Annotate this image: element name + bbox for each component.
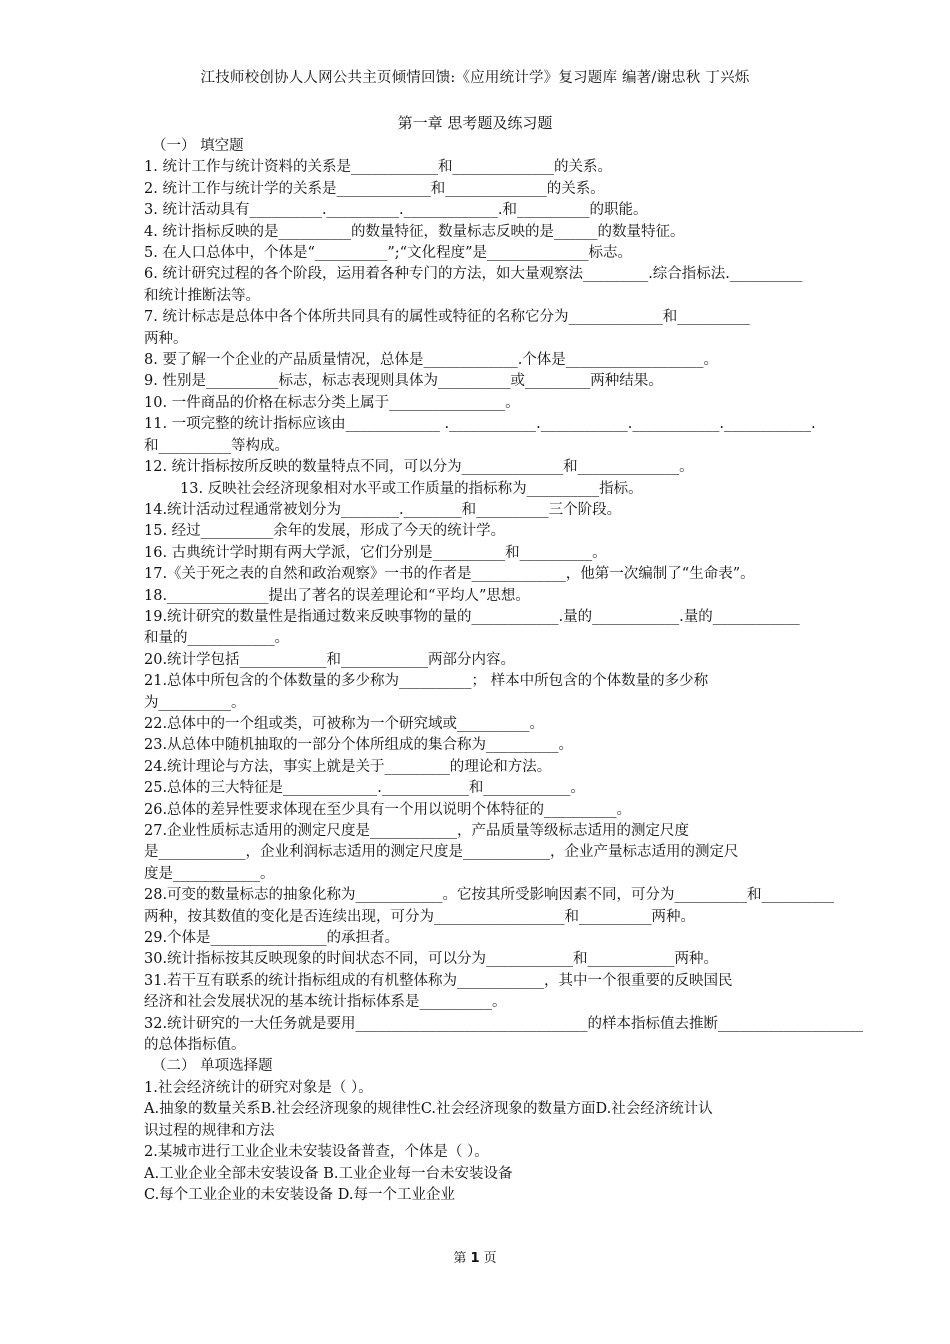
question-line: 3. 统计活动具有__________.__________._____________.和__________的职能。 — [144, 202, 648, 219]
section-heading: （二） 单项选择题 — [152, 1058, 273, 1075]
section-heading: （一） 填空题 — [152, 138, 244, 154]
option-line: A.抽象的数量关系B.社会经济现象的规律性C.社会经济现象的数量方面D.社会经济统计认 — [144, 1101, 713, 1118]
option-line: A.工业企业全部未安装设备 B.工业企业每一台未安装设备 — [144, 1165, 513, 1182]
question-line: 17.《关于死之表的自然和政治观察》一书的作者是_____________，他第一次编制了“生命表”。 — [144, 566, 755, 583]
question-line: 和量的____________。 — [144, 630, 289, 647]
question-line: 18.______________提出了著名的误差理论和“平均人”思想。 — [144, 587, 530, 604]
question-line: 5. 在人口总体中，个体是“__________”;“文化程度”是______________标志。 — [144, 245, 632, 262]
question-line: 24.统计理论与方法，事实上就是关于_________的理论和方法。 — [144, 758, 552, 775]
question-line: 31.若干互有联系的统计指标组成的有机整体称为____________，其中一个很重要的反映国民 — [144, 972, 733, 989]
question-line: 29.个体是________________的承担者。 — [144, 930, 400, 947]
question-line: 2.某城市进行工业企业未安装设备普查，个体是（ ）。 — [144, 1144, 489, 1161]
question-line: 11. 一项完整的统计指标应该由_____________ .____________.____________.____________.____________. — [144, 416, 816, 433]
question-line: 30.统计指标按其反映现象的时间状态不同，可以分为____________和____________两种。 — [144, 951, 719, 968]
option-line: 识过程的规律和方法 — [144, 1122, 275, 1139]
question-line: 21.总体中所包含的个体数量的多少称为__________； 样本中所包含的个体数量的多少称 — [144, 673, 709, 690]
page-footer — [0, 1247, 950, 1266]
question-line: 1. 统计工作与统计资料的关系是____________和______________的关系。 — [144, 159, 612, 176]
question-line: 20.统计学包括____________和____________两部分内容。 — [144, 651, 516, 668]
question-line: 9. 性别是__________标志，标志表现则具体为__________或_________两种结果。 — [144, 373, 663, 390]
question-line: 14.统计活动过程通常被划分为________.________和__________三个阶段。 — [144, 501, 622, 518]
question-line: 两种。 — [144, 330, 188, 347]
page-number: 1 — [470, 1251, 480, 1266]
question-line: 19.统计研究的数量性是指通过数来反映事物的量的____________.量的____________.量的____________ — [144, 608, 800, 625]
question-line: 15. 经过__________余年的发展，形成了今天的统计学。 — [144, 523, 506, 540]
question-line: 32.统计研究的一大任务就是要用________________________________的样本指标值去推断____________________ — [144, 1015, 864, 1032]
question-line: 和__________等构成。 — [144, 437, 289, 454]
question-line: 两种，按其数值的变化是否连续出现，可分为__________________和__________两种。 — [144, 908, 695, 925]
question-line: 23.从总体中随机抽取的一部分个体所组成的集合称为__________。 — [144, 737, 574, 754]
page-header: 江技师校创协人人网公共主页倾情回馈:《应用统计学》复习题库 编著/谢忠秋 丁兴烁 — [200, 70, 750, 86]
question-line: 28.可变的数量标志的抽象化称为____________。它按其所受影响因素不同，可分为__________和__________ — [144, 887, 835, 904]
question-line: 16. 古典统计学时期有两大学派，它们分别是__________和__________。 — [144, 544, 607, 561]
question-line: 1.社会经济统计的研究对象是（ ）。 — [144, 1079, 373, 1096]
page-label-prefix: 第 — [453, 1251, 467, 1266]
question-line: 的总体指标值。 — [144, 1037, 246, 1054]
question-line: 为__________。 — [144, 694, 246, 711]
question-line: 经济和社会发展状况的基本统计指标体系是__________。 — [144, 994, 507, 1011]
question-line: 13. 反映社会经济现象相对水平或工作质量的指标称为__________指标。 — [180, 480, 643, 497]
question-line: 26.总体的差异性要求体现在至少具有一个用以说明个体特征的__________。 — [144, 801, 632, 818]
question-list — [144, 136, 879, 1206]
question-line: 10. 一件商品的价格在标志分类上属于________________。 — [144, 394, 520, 411]
question-line: 27.企业性质标志适用的测定尺度是____________，产品质量等级标志适用的测定尺度 — [144, 823, 690, 839]
question-line: 2. 统计工作与统计学的关系是_____________和______________的关系。 — [144, 180, 605, 197]
question-line: 22.总体中的一个组或类，可被称为一个研究域或__________。 — [144, 715, 545, 732]
option-line: C.每个工业企业的未安装设备 D.每一个工业企业 — [144, 1186, 456, 1203]
question-line: 25.总体的三大特征是_____________.____________和____________。 — [144, 780, 585, 797]
page-label-suffix: 页 — [483, 1251, 497, 1266]
question-line: 6. 统计研究过程的各个阶段，运用着各种专门的方法，如大量观察法_________.综合指标法.__________ — [144, 266, 803, 283]
question-line: 度是____________。 — [144, 865, 275, 882]
chapter-title: 第一章 思考题及练习题 — [397, 114, 553, 132]
question-line: 是____________，企业利润标志适用的测定尺度是____________，企业产量标志适用的测定尺 — [144, 844, 739, 861]
question-line: 和统计推断法等。 — [144, 287, 260, 304]
question-line: 12. 统计指标按所反映的数量特点不同，可以分为______________和______________。 — [144, 459, 694, 476]
question-line: 4. 统计指标反映的是__________的数量特征，数量标志反映的是______的数量特征。 — [144, 223, 685, 240]
question-line: 7. 统计标志是总体中各个体所共同具有的属性或特征的名称它分为_____________和__________ — [144, 309, 750, 326]
question-line: 8. 要了解一个企业的产品质量情况，总体是_____________.个体是___________________。 — [144, 352, 719, 369]
